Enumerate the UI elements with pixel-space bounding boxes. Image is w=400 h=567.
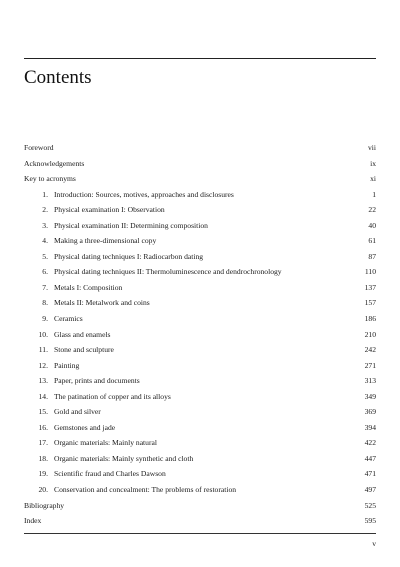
toc-page-number: 595 xyxy=(364,516,376,526)
toc-chapter-entry xyxy=(24,404,376,420)
toc-chapter-number: 7. xyxy=(42,282,48,292)
toc-entry-title: Gold and silver xyxy=(54,407,101,417)
toc-page-number: 22 xyxy=(368,205,376,215)
toc-entry-title: Conservation and concealment: The problems of restoration xyxy=(54,485,237,495)
toc-chapter-number: 15. xyxy=(38,407,48,417)
toc-chapter-number: 14. xyxy=(38,391,48,401)
toc-entry-title: Metals I: Composition xyxy=(54,282,123,292)
toc-page-number: 271 xyxy=(364,360,376,370)
toc-entry-title: Physical dating techniques I: Radiocarbon dating xyxy=(54,251,204,261)
toc-page-number: 210 xyxy=(364,329,376,339)
toc-entry-title: Painting xyxy=(54,360,80,370)
toc-chapter-number: 1. xyxy=(42,189,48,199)
toc-entry-title: Index xyxy=(24,516,42,526)
toc-entry-title: Key to acronyms xyxy=(24,174,76,184)
toc-chapter-entry xyxy=(24,358,376,374)
toc-page-number: 471 xyxy=(364,469,376,479)
toc-entry-title: Physical dating techniques II: Thermoluminescence and dendrochronology xyxy=(54,267,282,277)
toc-chapter-number: 5. xyxy=(42,251,48,261)
toc-entry-title: Physical examination I: Observation xyxy=(54,205,165,215)
toc-entry xyxy=(24,498,376,514)
toc-chapter-number: 9. xyxy=(42,314,48,324)
toc-chapter-number: 3. xyxy=(42,220,48,230)
toc-page-number: 61 xyxy=(368,236,376,246)
toc-page-number: 137 xyxy=(364,282,376,292)
toc-chapter-entry xyxy=(24,202,376,218)
bottom-rule xyxy=(24,533,376,534)
toc-entry-title: Paper, prints and documents xyxy=(54,376,140,386)
toc-chapter-entry xyxy=(24,264,376,280)
toc-page-number: 110 xyxy=(364,267,376,277)
toc-chapter-entry xyxy=(24,218,376,234)
toc-entry-title: Foreword xyxy=(24,143,54,152)
toc-entry-title: Glass and enamels xyxy=(54,329,111,339)
toc-page-number: 422 xyxy=(364,438,376,448)
toc-chapter-entry xyxy=(24,420,376,436)
toc-chapter-number: 8. xyxy=(42,298,48,308)
page-title: Contents xyxy=(24,67,92,88)
toc-page-number: 40 xyxy=(368,220,376,230)
toc-entry xyxy=(24,513,376,529)
toc-page-number: 242 xyxy=(364,345,376,355)
toc-entry-title: Physical examination II: Determining composition xyxy=(54,220,208,230)
page-folio: v xyxy=(372,539,376,548)
toc-page-number: 497 xyxy=(364,485,376,495)
toc-chapter-number: 20. xyxy=(38,485,48,495)
toc-chapter-number: 18. xyxy=(38,453,48,463)
toc-page-number: 186 xyxy=(364,314,376,324)
toc-entry-title: Organic materials: Mainly synthetic and cloth xyxy=(54,453,194,463)
toc-entry xyxy=(24,140,376,156)
toc-entry-title: Metals II: Metalwork and coins xyxy=(54,298,150,308)
toc-page-number: ix xyxy=(370,158,376,168)
toc-page-number: 447 xyxy=(364,453,376,463)
toc-chapter-number: 4. xyxy=(42,236,48,246)
toc-chapter-number: 16. xyxy=(38,422,48,432)
toc-chapter-number: 6. xyxy=(42,267,48,277)
toc-chapter-entry xyxy=(24,249,376,265)
toc-entry xyxy=(24,171,376,187)
toc-page-number: 313 xyxy=(364,376,376,386)
toc-page-number: 394 xyxy=(364,422,376,432)
toc-chapter-number: 12. xyxy=(38,360,48,370)
toc-entry-title: Gemstones and jade xyxy=(54,422,116,432)
toc-entry-title: Ceramics xyxy=(54,314,83,324)
toc-chapter-entry xyxy=(24,295,376,311)
toc-chapter-number: 17. xyxy=(38,438,48,448)
toc-chapter-number: 13. xyxy=(38,376,48,386)
toc-chapter-number: 2. xyxy=(42,205,48,215)
toc-chapter-entry xyxy=(24,389,376,405)
toc-page-number: 157 xyxy=(364,298,376,308)
toc-chapter-number: 19. xyxy=(38,469,48,479)
toc-chapter-number: 11. xyxy=(38,345,48,355)
toc-entry-title: Making a three-dimensional copy xyxy=(54,236,157,246)
toc-page-number: 369 xyxy=(364,407,376,417)
toc-entry-title: The patination of copper and its alloys xyxy=(54,391,171,401)
toc-chapter-entry xyxy=(24,342,376,358)
toc-chapter-entry xyxy=(24,233,376,249)
toc-chapter-entry xyxy=(24,311,376,327)
toc-chapter-number: 10. xyxy=(38,329,48,339)
top-rule xyxy=(24,58,376,59)
toc-list xyxy=(24,140,376,529)
toc-page-number: 1 xyxy=(372,189,376,199)
toc-page-number: 349 xyxy=(364,391,376,401)
toc-entry-title: Stone and sculpture xyxy=(54,345,114,355)
toc-chapter-entry xyxy=(24,187,376,203)
toc-entry-title: Scientific fraud and Charles Dawson xyxy=(54,469,166,479)
toc-chapter-entry xyxy=(24,451,376,467)
toc-entry-title: Introduction: Sources, motives, approaches and disclosures xyxy=(54,189,234,199)
toc-page-number: 87 xyxy=(368,251,376,261)
toc-page-number: vii xyxy=(367,143,376,152)
toc-chapter-entry xyxy=(24,327,376,343)
toc-page-number: 525 xyxy=(364,500,376,510)
toc-entry-title: Organic materials: Mainly natural xyxy=(54,438,157,448)
toc-entry-title: Acknowledgements xyxy=(24,158,85,168)
toc-entry xyxy=(24,156,376,172)
toc-entry-title: Bibliography xyxy=(24,500,65,510)
toc-chapter-entry xyxy=(24,280,376,296)
toc-chapter-entry xyxy=(24,466,376,482)
toc-chapter-entry xyxy=(24,373,376,389)
toc-chapter-entry xyxy=(24,482,376,498)
toc-chapter-entry xyxy=(24,435,376,451)
toc-page-number: xi xyxy=(370,174,376,184)
